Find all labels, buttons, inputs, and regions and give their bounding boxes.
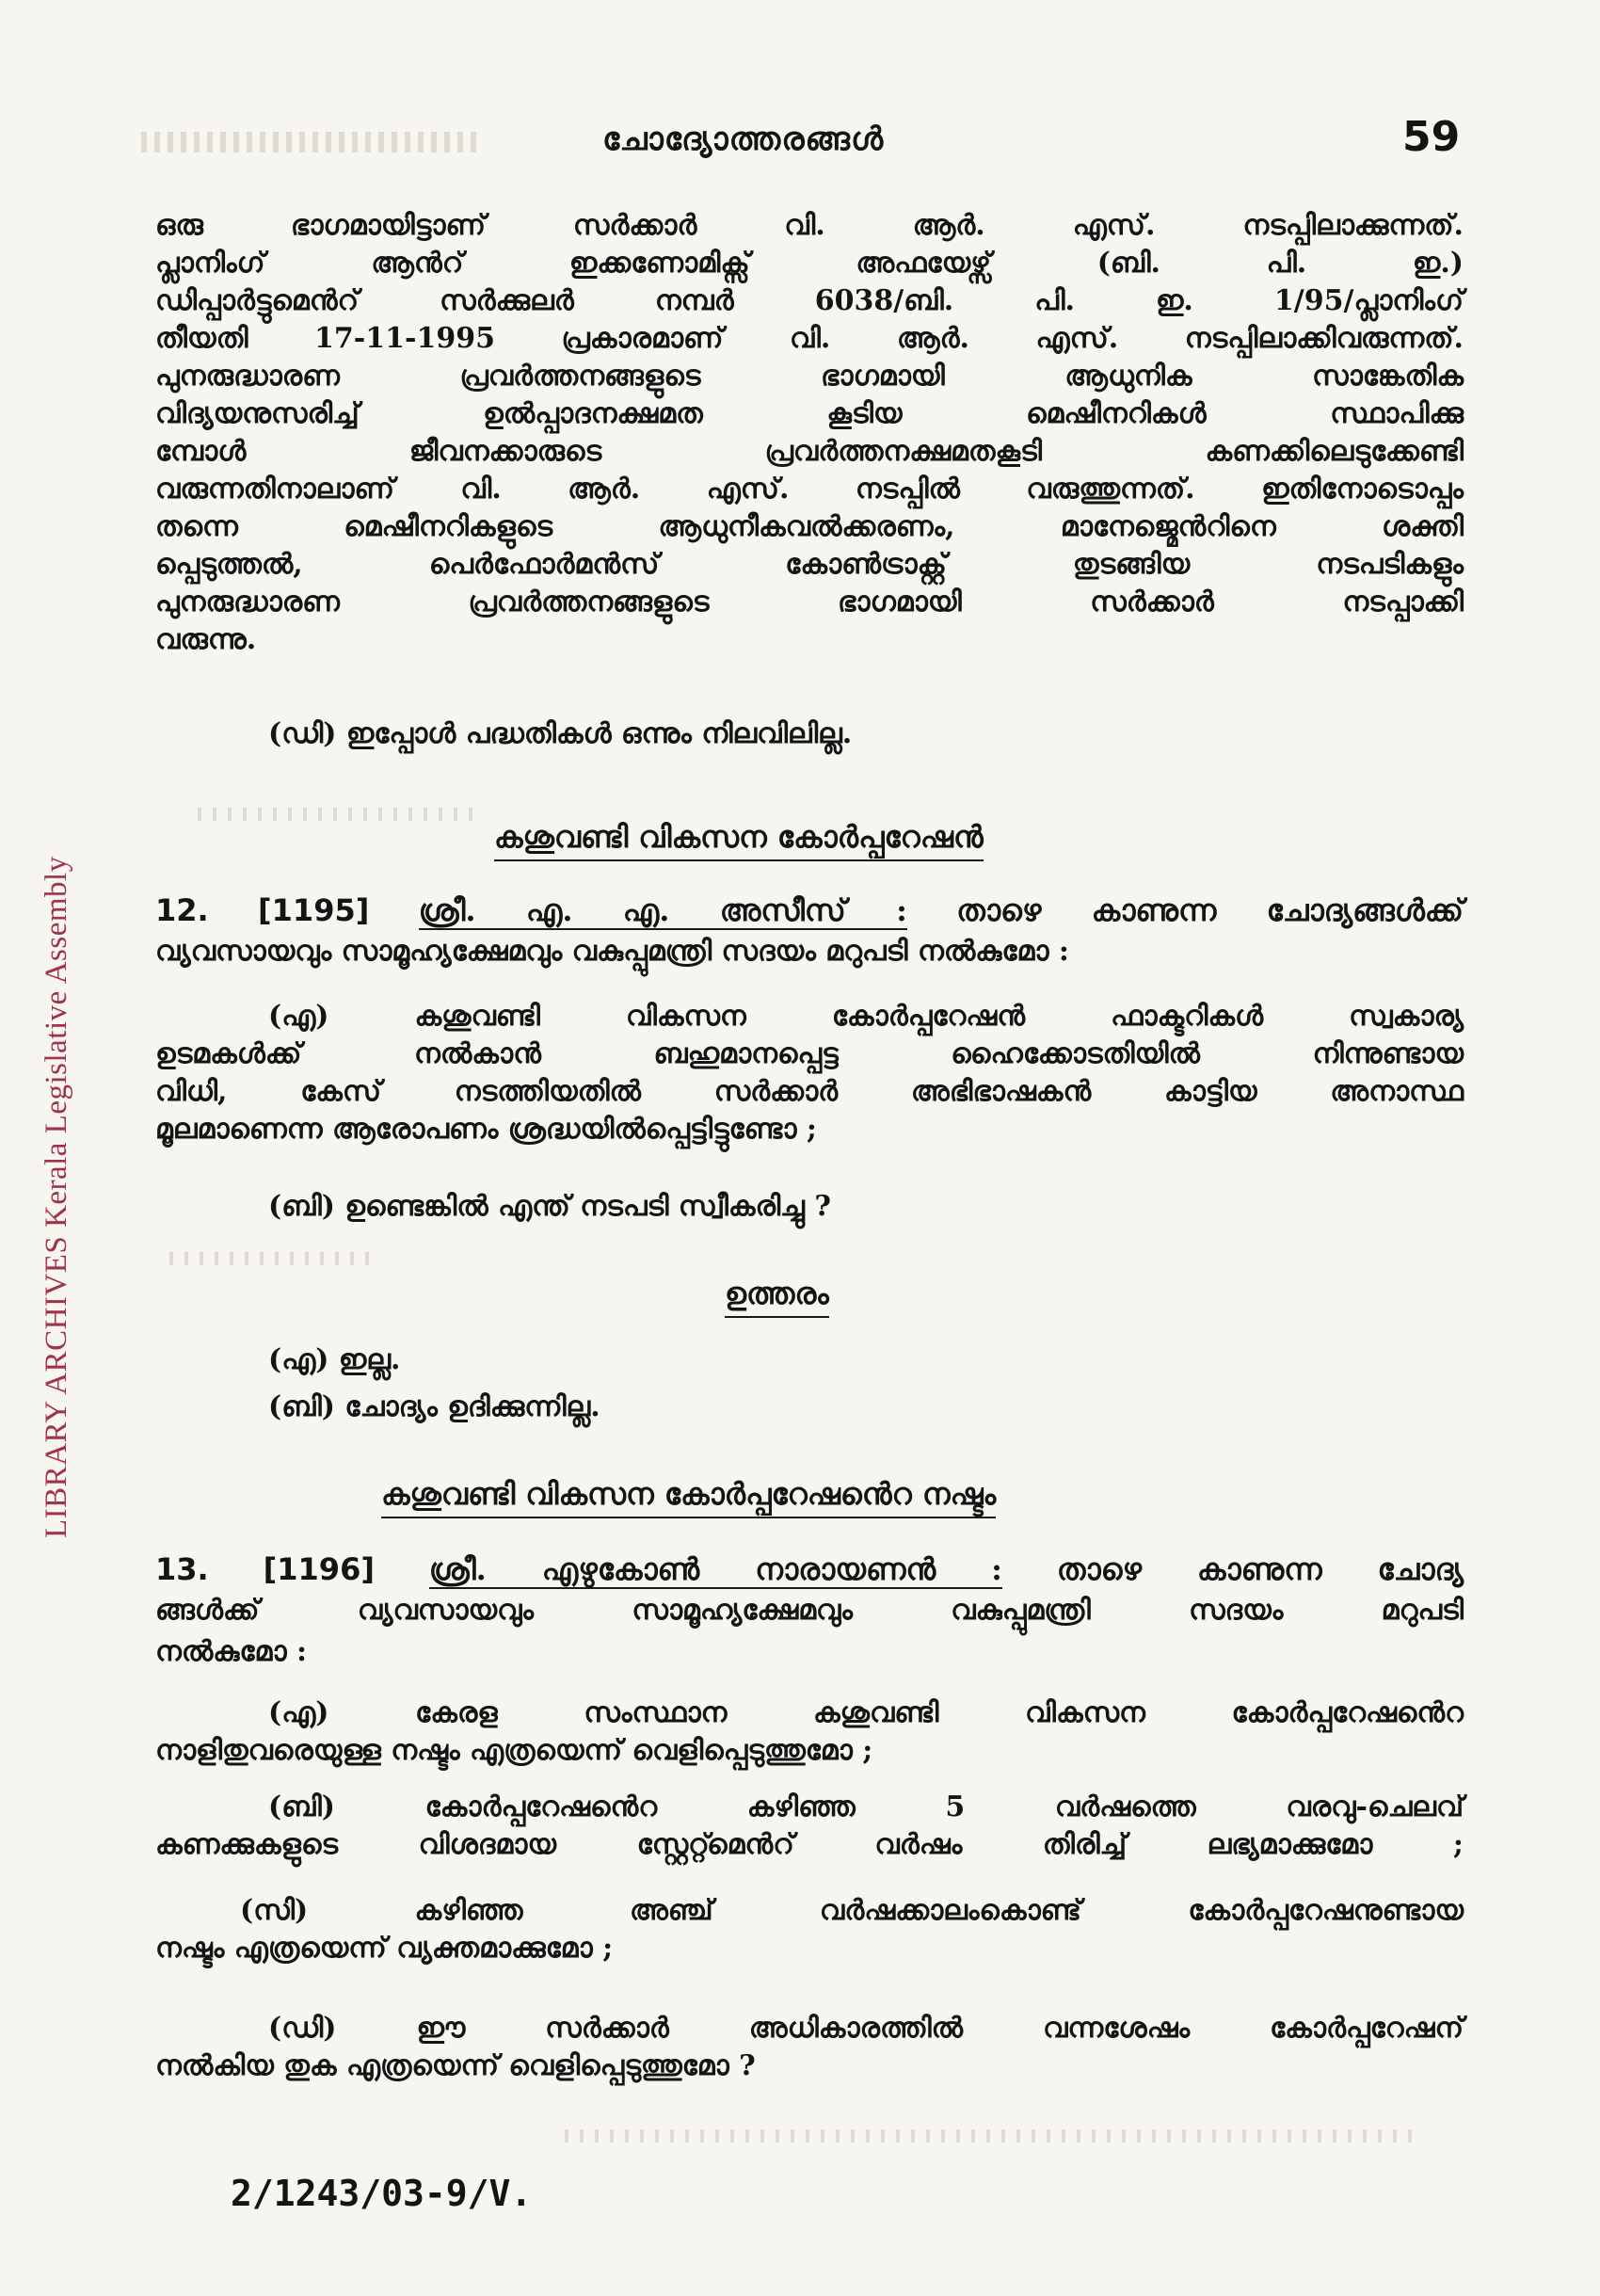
text-line: പ്ലാനിംഗ് ആൻറ് ഇക്കണോമിക്സ് അഫയേഴ്സ് (ബി. പി. ഇ.) [155, 247, 1464, 280]
text-line: പ്പെടുത്തൽ, പെർഫോർമൻസ് കോൺട്രാക്റ്റ് തുടങ്ങിയ നടപടികളും [155, 548, 1464, 581]
text-line: നൽകിയ തുക എത്രയെന്ന് വെളിപ്പെടുത്തുമോ ? [155, 2049, 756, 2082]
text-line: നാളിതുവരെയുള്ള നഷ്ടം എത്രയെന്ന് വെളിപ്പെടുത്തുമോ ; [155, 1734, 873, 1767]
text-line: (ബി) ഉണ്ടെങ്കിൽ എന്ത് നടപടി സ്വീകരിച്ചു ? [268, 1190, 831, 1223]
q12-member: ശ്രീ. എ. എ. അസീസ് : [418, 892, 907, 928]
q13-member: ശ്രീ. എഴുകോൺ നാരായണൻ : [428, 1551, 1002, 1587]
q13-intro [155, 1549, 1464, 1673]
q13-heading: കശുവണ്ടി വികസന കോർപ്പറേഷൻെറ നഷ്ടം [381, 1476, 996, 1518]
text-line: മൂലമാണെന്ന ആരോപണം ശ്രദ്ധയിൽപ്പെട്ടിട്ടുണ്ടോ ; [155, 1113, 817, 1146]
text-line: വരുന്നു. [155, 623, 257, 656]
print-code: 2/1243/03-9/V. [231, 2173, 533, 2214]
text-line: പുനരുദ്ധാരണ പ്രവർത്തനങ്ങളുടെ ഭാഗമായി സർക്കാർ നടപ്പാക്കി [155, 586, 1464, 618]
text-line: നൽകുമോ : [155, 1635, 308, 1668]
q13-number: 13. [155, 1551, 209, 1587]
text-line: തന്നെ മെഷീനറികളുടെ ആധുനീകവൽക്കരണം, മാനേജ്മെൻറിനെ ശക്തി [155, 510, 1464, 543]
running-title: ചോദ്യോത്തരങ്ങൾ [602, 120, 885, 158]
text-line: (ബി) കോർപ്പറേഷൻെറ കഴിഞ്ഞ 5 വർഷത്തെ വരവു-ചെലവ് [268, 1790, 1464, 1823]
answer-continuation [155, 207, 1464, 659]
text-line: വരുന്നതിനാലാണ് വി. ആർ. എസ്. നടപ്പിൽ വരുത്തുന്നത്. ഇതിനോടൊപ്പം [155, 473, 1464, 506]
q12-item-a [155, 998, 1464, 1148]
text-line: പുനരുദ്ധാരണ പ്രവർത്തനങ്ങളുടെ ഭാഗമായി ആധുനിക സാങ്കേതിക [155, 360, 1464, 393]
q12-heading: കശുവണ്ടി വികസന കോർപ്പറേഷൻ [494, 819, 984, 861]
print-noise [565, 2129, 1412, 2143]
text-line: ഒരു ഭാഗമായിട്ടാണ് സർക്കാർ വി. ആർ. എസ്. നടപ്പിലാക്കുന്നത്. [155, 209, 1464, 242]
answer-heading: ഉത്തരം [725, 1276, 829, 1318]
q13-item-d [155, 2010, 1464, 2085]
q13-item-c [155, 1892, 1464, 1967]
text-line: മ്പോൾ ജീവനക്കാരുടെ പ്രവർത്തനക്ഷമതകൂടി കണക്കിലെടുക്കേണ്ടി [155, 435, 1464, 468]
text-line: (എ) കശുവണ്ടി വികസന കോർപ്പറേഷൻ ഫാക്ടറികൾ സ്വകാര്യ [268, 1000, 1464, 1033]
q13-item-a [155, 1694, 1464, 1770]
q12-number: 12. [155, 892, 209, 928]
text-line: (സി) കഴിഞ്ഞ അഞ്ച് വർഷക്കാലംകൊണ്ട് കോർപ്പറേഷനുണ്ടായ [240, 1894, 1464, 1927]
text-line: തീയതി 17-11-1995 പ്രകാരമാണ് വി. ആർ. എസ്. നടപ്പിലാക്കിവരുന്നത്. [155, 322, 1464, 355]
q13-intro-rest: താഴെ കാണുന്ന ചോദ്യ [1056, 1551, 1464, 1587]
text-line: വ്യവസായവും സാമൂഹ്യക്ഷേമവും വകുപ്പുമന്ത്രി സദയം മറുപടി നൽകുമോ : [155, 935, 1070, 968]
text-line: (എ) കേരള സംസ്ഥാന കശുവണ്ടി വികസന കോർപ്പറേഷൻെറ [268, 1696, 1464, 1729]
q12-intro [155, 890, 1464, 972]
q12-intro-line [155, 890, 1464, 931]
q12-item-b [155, 1188, 1464, 1226]
text-line: കണക്കുകളുടെ വിശദമായ സ്റ്റേറ്റ്മെൻറ് വർഷം തിരിച്ച് ലഭ്യമാക്കുമോ ; [155, 1828, 1464, 1861]
text-line: നഷ്ടം എത്രയെന്ന് വ്യക്തമാക്കുമോ ; [155, 1932, 614, 1965]
q13-intro-line [155, 1549, 1464, 1590]
text-line: ഡിപ്പാർട്ടുമെൻറ് സർക്കുലർ നമ്പർ 6038/ബി. പി. ഇ. 1/95/പ്ലാനിംഗ് [155, 284, 1464, 317]
watermark-text: LIBRARY ARCHIVES Kerala Legislative Assembly [40, 856, 73, 1538]
page-number: 59 [1402, 113, 1461, 161]
answer-b: (ബി) ചോദ്യം ഉദിക്കുന്നില്ല. [268, 1390, 600, 1423]
text-line: ഉടമകൾക്ക് നൽകാൻ ബഹുമാനപ്പെട്ട ഹൈക്കോടതിയിൽ നിന്നുണ്ടായ [155, 1037, 1464, 1070]
print-noise [169, 1252, 376, 1265]
text-line: (ഡി) ഇപ്പോൾ പദ്ധതികൾ ഒന്നും നിലവിലില്ല. [268, 717, 853, 750]
q13-item-b [155, 1789, 1464, 1864]
print-noise [198, 808, 480, 821]
q12-ref: [1195] [258, 892, 370, 928]
q13-ref: [1196] [263, 1551, 375, 1587]
answer-a: (എ) ഇല്ല. [268, 1343, 401, 1376]
q12-intro-rest: താഴെ കാണുന്ന ചോദ്യങ്ങൾക്ക് [956, 892, 1464, 928]
print-smudge [141, 132, 480, 153]
q12-answers [155, 1337, 1464, 1431]
text-line: ങ്ങൾക്ക് വ്യവസായവും സാമൂഹ്യക്ഷേമവും വകുപ്പുമന്ത്രി സദയം മറുപടി [155, 1594, 1464, 1627]
text-line: വിദ്യയനുസരിച്ച് ഉൽപ്പാദനക്ഷമത കൂടിയ മെഷീനറികൾ സ്ഥാപിക്കു [155, 397, 1464, 430]
text-line: (ഡി) ഈ സർക്കാർ അധികാരത്തിൽ വന്നശേഷം കോർപ്പറേഷന് [268, 2012, 1464, 2045]
item-d [155, 715, 1464, 753]
text-line: വിധി, കേസ് നടത്തിയതിൽ സർക്കാർ അഭിഭാഷകൻ കാട്ടിയ അനാസ്ഥ [155, 1075, 1464, 1108]
